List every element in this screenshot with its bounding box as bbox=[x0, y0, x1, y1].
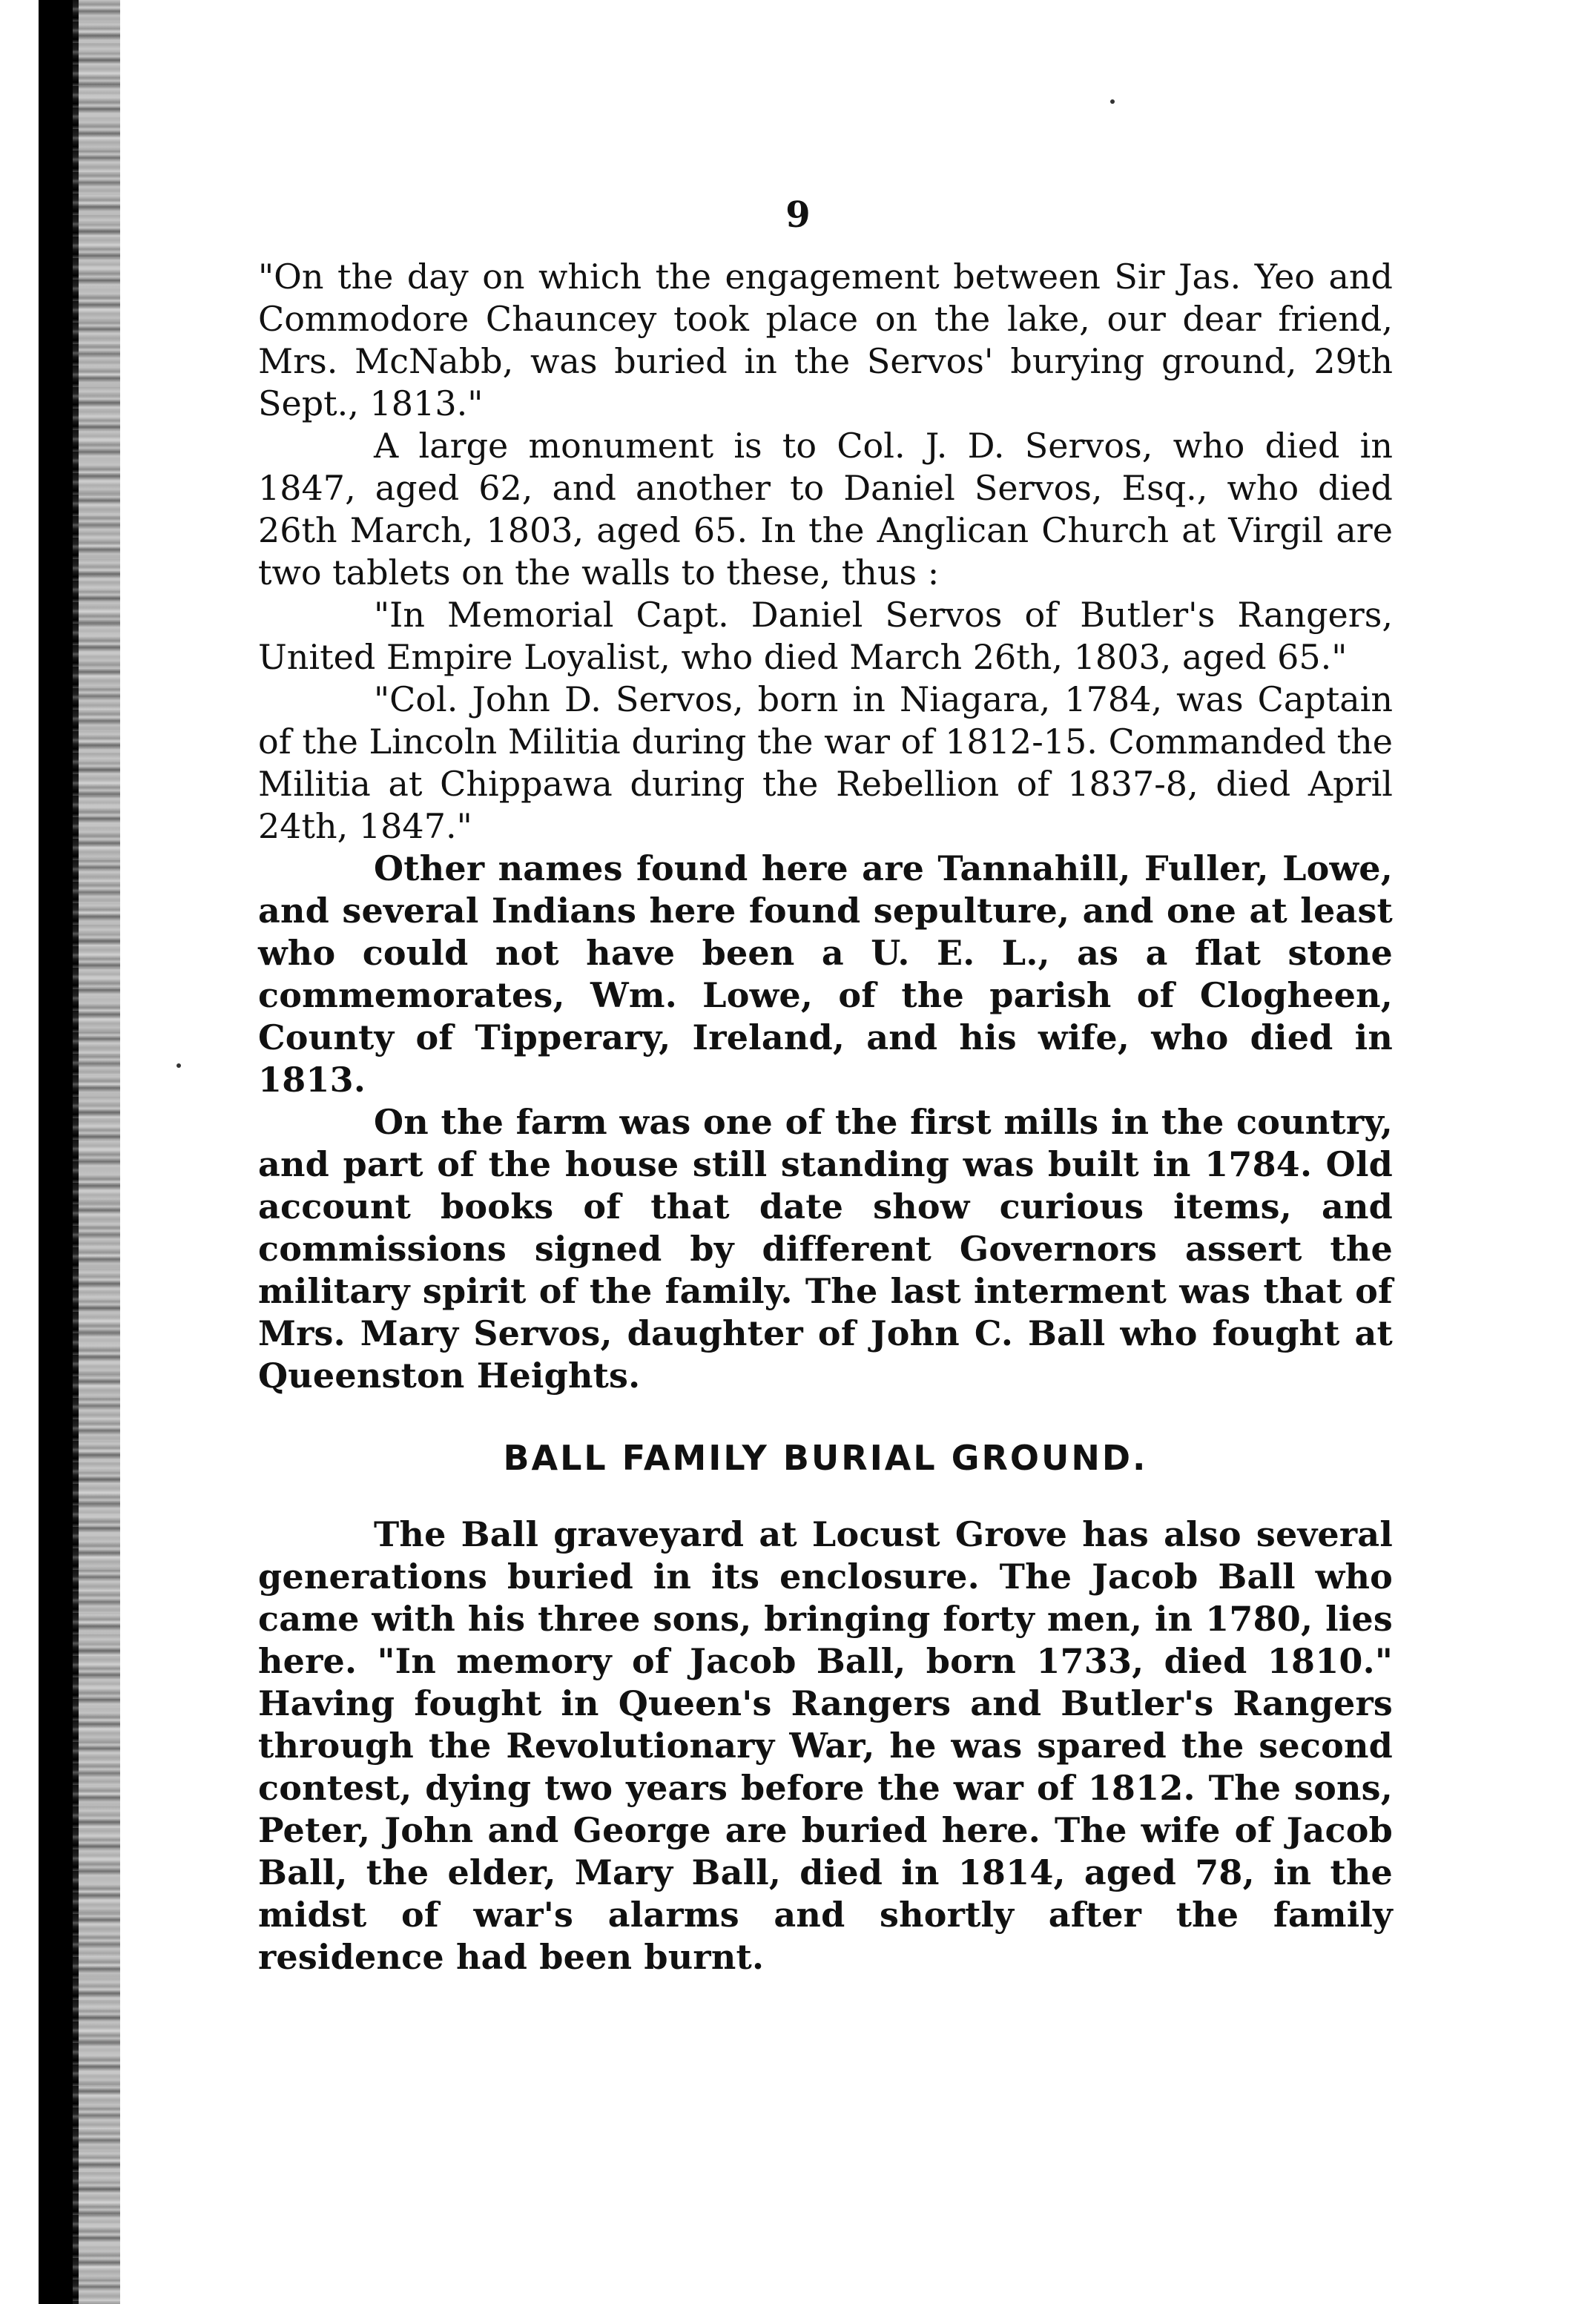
section-heading: BALL FAMILY BURIAL GROUND. bbox=[503, 1438, 1148, 1478]
paragraph: On the farm was one of the first mills in the country, and part of the house still standing was built in 1784. Old account books of that date show curious items, and commissions signed by different Governors assert the military spirit of the family. The last interment was that of Mrs. Mary Servos, daughter of John C. Ball who fought at Queenston Heights. bbox=[258, 1102, 1393, 1396]
page-number: 9 bbox=[785, 194, 811, 236]
scan-binding-edge bbox=[39, 0, 120, 2304]
bold-text-section bbox=[258, 1514, 1393, 1978]
bold-text-section bbox=[258, 848, 1393, 1397]
paragraph: "Col. John D. Servos, born in Niagara, 1784, was Captain of the Lincoln Militia during the war of 1812-15. Commanded the Militia at Chippawa during the Rebellion of 1837-8, died April 24th, 1847." bbox=[258, 679, 1393, 846]
paragraph: "On the day on which the engagement between Sir Jas. Yeo and Commodore Chauncey took place on the lake, our dear friend, Mrs. McNabb, was buried in the Servos' burying ground, 29th Sept., 1813." bbox=[258, 257, 1393, 423]
scan-speck bbox=[177, 1063, 181, 1068]
paragraph: "In Memorial Capt. Daniel Servos of Butler's Rangers, United Empire Loyalist, who died March 26th, 1803, aged 65." bbox=[258, 595, 1393, 677]
paragraph: The Ball graveyard at Locust Grove has also several generations buried in its enclosure. The Jacob Ball who came with his three sons, bringing forty men, in 1780, lies here. "In memory of Jacob Ball, born 1733, died 1810." Having fought in Queen's Rangers and Butler's Rangers through the Revolutionary War, he was spared the second contest, dying two years before the war of 1812. The sons, Peter, John and George are buried here. The wife of Jacob Ball, the elder, Mary Ball, died in 1814, aged 78, in the midst of war's alarms and shortly after the family residence had been burnt. bbox=[258, 1514, 1393, 1977]
body-text bbox=[258, 256, 1393, 1978]
paragraph: A large monument is to Col. J. D. Servos, who died in 1847, aged 62, and another to Daniel Servos, Esq., who died 26th March, 1803, aged 65. In the Anglican Church at Virgil are two tablets on the walls to these, thus : bbox=[258, 426, 1393, 592]
paragraph: Other names found here are Tannahill, Fuller, Lowe, and several Indians here found sepulture, and one at least who could not have been a U. E. L., as a flat stone commemorates, Wm. Lowe, of the parish of Clogheen, County of Tipperary, Ireland, and his wife, who died in 1813. bbox=[258, 848, 1393, 1100]
scan-speck bbox=[1110, 99, 1115, 104]
